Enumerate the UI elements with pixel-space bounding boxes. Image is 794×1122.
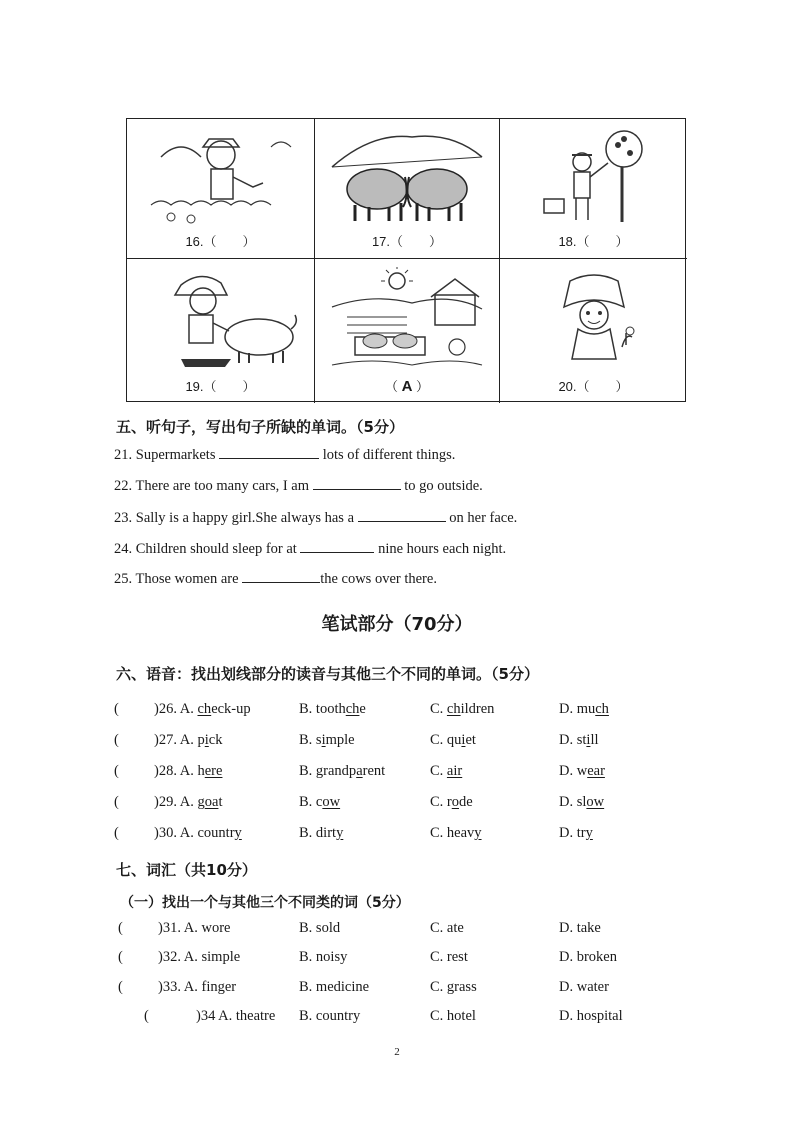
- option-d-30[interactable]: D. try: [559, 825, 593, 841]
- question-23: [114, 507, 517, 527]
- picture-cell-17: [315, 119, 500, 259]
- option-a-26[interactable]: )26. A. check-up: [154, 701, 251, 717]
- answer-paren[interactable]: (: [114, 825, 119, 841]
- phonics-row-28: [114, 763, 674, 783]
- answer-paren[interactable]: (: [144, 1008, 149, 1024]
- option-b-30[interactable]: B. dirty: [299, 825, 344, 841]
- picture-cell-example: [315, 259, 500, 403]
- caption-19: 19.（ ）: [185, 379, 256, 394]
- option-d-32[interactable]: D. broken: [559, 949, 617, 965]
- phonics-row-26: [114, 701, 674, 721]
- answer-paren[interactable]: (: [118, 920, 123, 936]
- elephants-illustration: [327, 127, 487, 227]
- option-a-28[interactable]: )28. A. here: [154, 763, 223, 779]
- farm-scene-illustration: [327, 267, 487, 371]
- option-a-33[interactable]: )33. A. finger: [158, 979, 237, 995]
- vocab-row-32: [114, 949, 674, 969]
- answer-paren[interactable]: (: [114, 701, 119, 717]
- vocab-row-34: [114, 1008, 674, 1028]
- q21-pre: 21. Supermarkets: [114, 447, 216, 463]
- option-d-34[interactable]: D. hospital: [559, 1008, 623, 1024]
- question-24: [114, 538, 506, 558]
- q22-pre: 22. There are too many cars, I am: [114, 478, 309, 494]
- girl-planting-flowers-illustration: [514, 267, 674, 371]
- picture-cell-16: [127, 119, 315, 259]
- option-c-29[interactable]: C. rode: [430, 794, 473, 810]
- option-c-33[interactable]: C. grass: [430, 979, 477, 995]
- q25-pre: 25. Those women are: [114, 571, 239, 587]
- answer-paren[interactable]: (: [114, 794, 119, 810]
- option-a-29[interactable]: )29. A. goat: [154, 794, 223, 810]
- option-b-33[interactable]: B. medicine: [299, 979, 370, 995]
- question-25: [114, 568, 437, 588]
- option-a-30[interactable]: )30. A. country: [154, 825, 242, 841]
- q24-post: nine hours each night.: [378, 541, 507, 557]
- q25-blank[interactable]: [242, 568, 320, 583]
- picture-grid: [126, 118, 686, 402]
- answer-paren[interactable]: (: [114, 763, 119, 779]
- picture-cell-19: [127, 259, 315, 403]
- section7-heading: 七、词汇（共10分）: [116, 861, 257, 879]
- option-b-32[interactable]: B. noisy: [299, 949, 348, 965]
- picture-cell-18: [500, 119, 687, 259]
- q23-pre: 23. Sally is a happy girl.She always has a: [114, 510, 355, 526]
- q23-blank[interactable]: [358, 507, 446, 522]
- vocab-row-31: [114, 920, 674, 940]
- option-c-32[interactable]: C. rest: [430, 949, 468, 965]
- phonics-row-27: [114, 732, 674, 752]
- option-d-33[interactable]: D. water: [559, 979, 609, 995]
- option-c-34[interactable]: C. hotel: [430, 1008, 476, 1024]
- q25-post: the cows over there.: [320, 571, 437, 587]
- caption-example-open: （: [384, 379, 398, 394]
- option-c-30[interactable]: C. heavy: [430, 825, 482, 841]
- page-number: 2: [394, 1046, 400, 1058]
- option-d-27[interactable]: D. still: [559, 732, 599, 748]
- phonics-row-29: [114, 794, 674, 814]
- option-c-27[interactable]: C. quiet: [430, 732, 476, 748]
- q23-post: on her face.: [449, 510, 518, 526]
- option-d-29[interactable]: D. slow: [559, 794, 605, 810]
- q22-blank[interactable]: [313, 475, 401, 490]
- q24-blank[interactable]: [300, 538, 374, 553]
- option-d-28[interactable]: D. wear: [559, 763, 605, 779]
- option-c-26[interactable]: C. children: [430, 701, 495, 717]
- answer-paren[interactable]: (: [114, 732, 119, 748]
- question-22: [114, 475, 483, 495]
- option-b-27[interactable]: B. simple: [299, 732, 355, 748]
- caption-16: 16.（ ）: [185, 234, 256, 249]
- option-b-28[interactable]: B. grandparent: [299, 763, 386, 779]
- q24-pre: 24. Children should sleep for at: [114, 541, 297, 557]
- option-b-26[interactable]: B. toothche: [299, 701, 366, 717]
- picture-cell-20: [500, 259, 687, 403]
- option-b-34[interactable]: B. country: [299, 1008, 361, 1024]
- option-a-34[interactable]: )34 A. theatre: [196, 1008, 276, 1024]
- written-part-title: 笔试部分（70分）: [321, 614, 473, 635]
- q21-post: lots of different things.: [322, 447, 456, 463]
- q21-blank[interactable]: [219, 444, 319, 459]
- phonics-row-30: [114, 825, 674, 845]
- man-picking-apples-illustration: [514, 127, 674, 227]
- option-a-32[interactable]: )32. A. simple: [158, 949, 241, 965]
- caption-20: 20.（ ）: [558, 379, 629, 394]
- boy-feeding-pig-illustration: [141, 267, 301, 371]
- section7-subheading: （一）找出一个与其他三个不同类的词（5分）: [120, 895, 410, 911]
- question-21: [114, 444, 455, 464]
- example-answer: A: [401, 378, 413, 395]
- caption-example-close: ）: [416, 379, 430, 394]
- caption-17: 17.（ ）: [371, 234, 443, 249]
- option-d-26[interactable]: D. much: [559, 701, 609, 717]
- option-a-31[interactable]: )31. A. wore: [158, 920, 231, 936]
- caption-18: 18.（ ）: [558, 234, 629, 249]
- option-c-31[interactable]: C. ate: [430, 920, 464, 936]
- section6-heading: 六、语音：找出划线部分的读音与其他三个不同的单词。（5分）: [116, 665, 539, 683]
- caption-example: [315, 376, 499, 395]
- option-d-31[interactable]: D. take: [559, 920, 601, 936]
- answer-paren[interactable]: (: [118, 949, 123, 965]
- boy-watering-flowers-illustration: [141, 127, 301, 227]
- option-b-31[interactable]: B. sold: [299, 920, 341, 936]
- q22-post: to go outside.: [404, 478, 483, 494]
- section5-heading: 五、听句子，写出句子所缺的单词。（5分）: [116, 418, 404, 436]
- option-c-28[interactable]: C. air: [430, 763, 463, 779]
- option-a-27[interactable]: )27. A. pick: [154, 732, 223, 748]
- vocab-row-33: [114, 979, 674, 999]
- option-b-29[interactable]: B. cow: [299, 794, 341, 810]
- answer-paren[interactable]: (: [118, 979, 123, 995]
